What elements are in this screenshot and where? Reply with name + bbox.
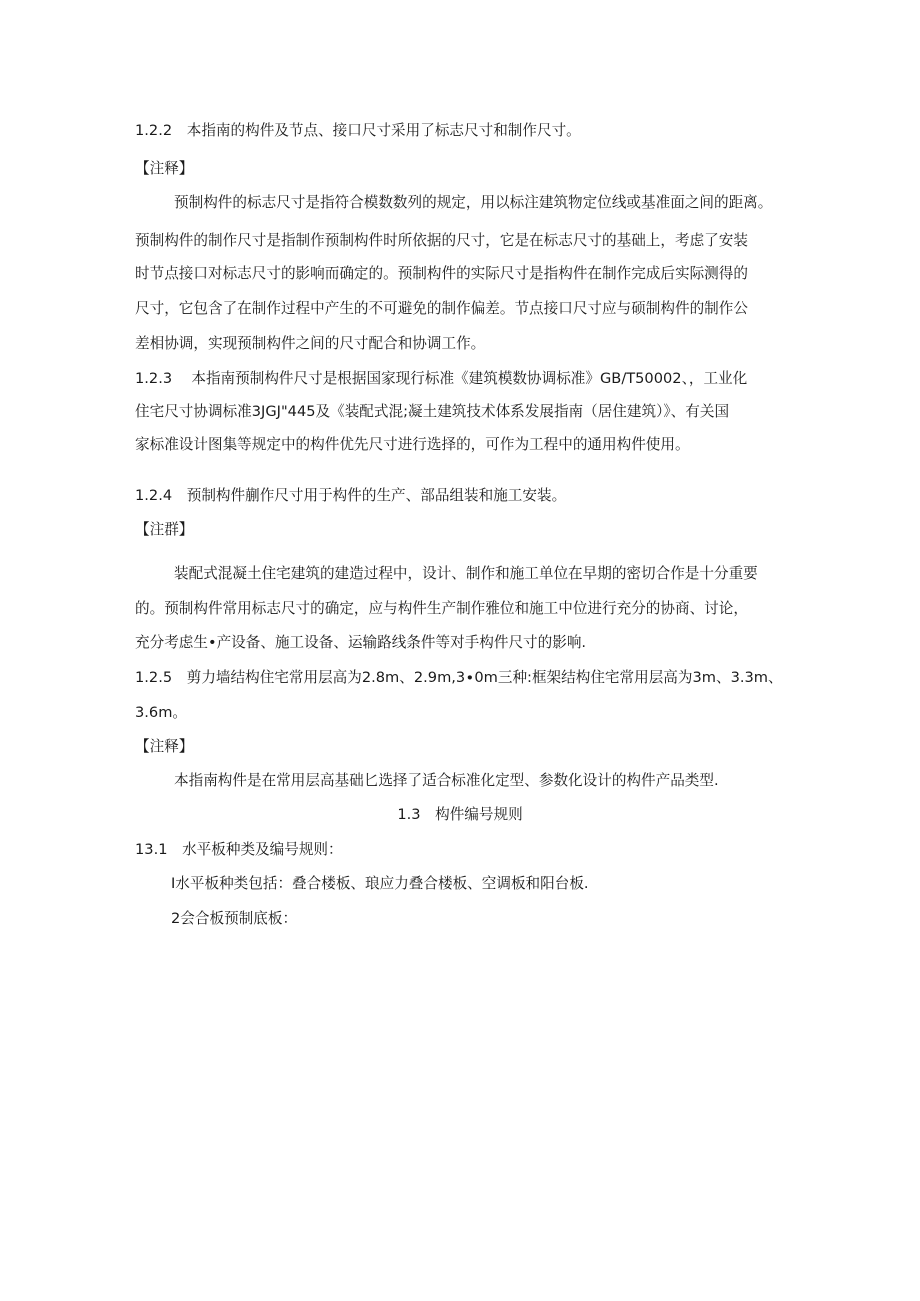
note-paragraph-line: 装配式混凝土住宅建筑的建造过程中，设计、制作和施工单位在早期的密切合作是十分重要 — [174, 565, 758, 582]
note-paragraph-line: 的。预制构件常用标志尺寸的确定，应与构件生产制作雅位和施工中位进行充分的协商、讨论， — [135, 600, 748, 617]
note-paragraph-line: 预制构件的制作尺寸是指制作预制构件时所依据的尺寸，它是在标志尺寸的基础上，考虑了安装 — [135, 232, 748, 249]
note-paragraph-line: 时节点接口对标志尺寸的影响而确定的。预制构件的实际尺寸是指构件在制作完成后实际测得的 — [135, 265, 748, 282]
section-heading-1-3: 1.3 构件编号规则 — [397, 806, 523, 823]
clause-1-2-3-line: 住宅尺寸协调标准3JGJ"445及《装配式混;凝土建筑技术体系发展指南（居住建筑）》、有关国 — [135, 403, 730, 420]
note-paragraph-line: 充分考虑生•产设备、施工设备、运输路线条件等对手构件尺寸的影响. — [135, 634, 587, 651]
note-paragraph-line: 差相协调，实现预制构件之间的尺寸配合和协调工作。 — [135, 335, 486, 352]
clause-1-2-5: 1.2.5 剪力墙结构住宅常用层高为2.8m、2.9m,3∙0m三种:框架结构住宅常用层高为3m、3.3m、 — [135, 669, 783, 686]
note-heading: 【注释】 — [135, 738, 194, 755]
clause-1-2-5-line: 3.6m。 — [135, 704, 188, 721]
clause-13-1: 13.1 水平板种类及编号规则： — [135, 841, 343, 858]
note-paragraph-line: 尺寸，它包含了在制作过程中产生的不可避免的制作偏差。节点接口尺寸应与硕制构件的制作公 — [135, 300, 748, 317]
list-item: 2会合板预制底板： — [171, 910, 298, 927]
note-heading: 【注群】 — [135, 521, 194, 538]
note-heading: 【注释】 — [135, 160, 194, 177]
clause-1-2-4: 1.2.4 预制构件蒯作尺寸用于构件的生产、部品组装和施工安装。 — [135, 487, 567, 504]
list-item: I水平板种类包括：叠合楼板、琅应力叠合楼板、空调板和阳台板. — [171, 875, 589, 892]
note-paragraph-line: 本指南构件是在常用层高基础匕选择了适合标准化定型、参数化设计的构件产品类型. — [174, 772, 719, 789]
note-paragraph-line: 预制构件的标志尺寸是指符合模数数列的规定，用以标注建筑物定位线或基准面之间的距离。 — [174, 194, 773, 211]
clause-1-2-3-line: 家标准设计图集等规定中的构件优先尺寸进行选择的，可作为工程中的通用构件使用。 — [135, 436, 690, 453]
clause-1-2-3: 1.2.3 本指南预制构件尺寸是根据国家现行标准《建筑模数协调标准》GB/T50002、，工业化 — [135, 370, 748, 387]
clause-1-2-2: 1.2.2 本指南的构件及节点、接口尺寸采用了标志尺寸和制作尺寸。 — [135, 122, 581, 139]
